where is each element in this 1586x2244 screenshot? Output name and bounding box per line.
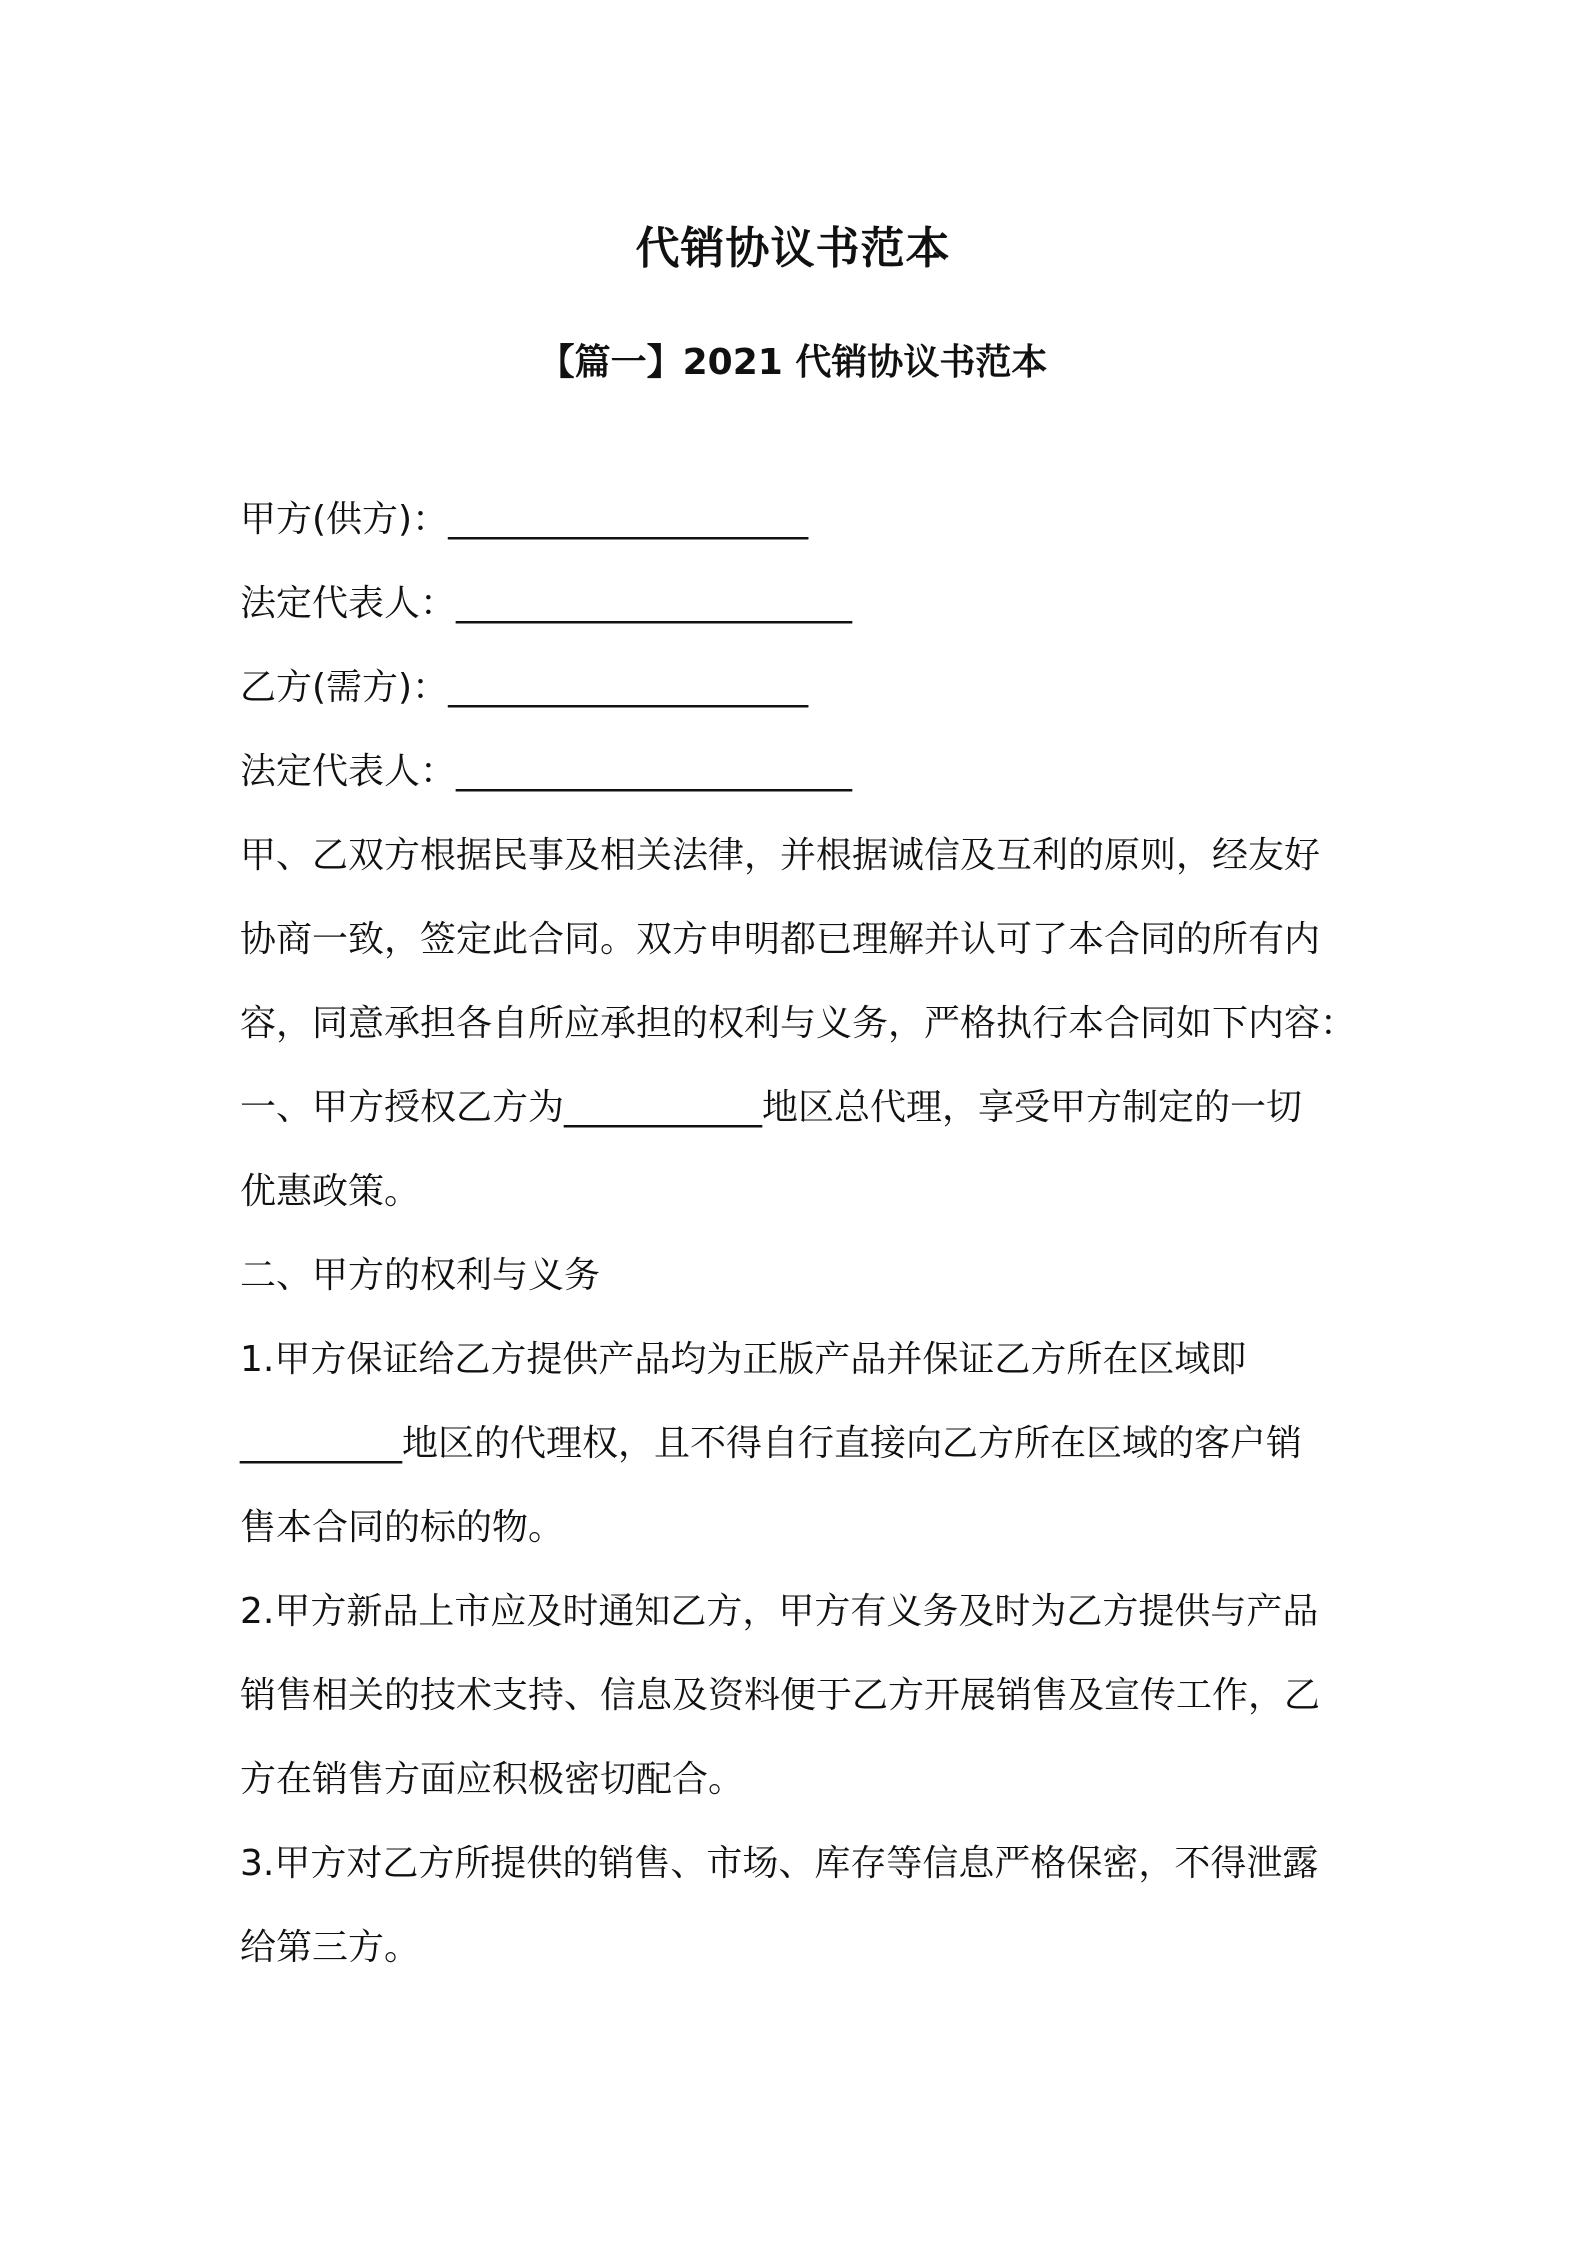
body-line: 甲、乙双方根据民事及相关法律，并根据诚信及互利的原则，经友好 (240, 835, 1321, 876)
body-line: 1.甲方保证给乙方提供产品均为正版产品并保证乙方所在区域即 (240, 1339, 1247, 1380)
party-blank: ____________________ (448, 667, 809, 708)
party-line (240, 667, 808, 709)
body-line: 容，同意承担各自所应承担的权利与义务，严格执行本合同如下内容： (240, 1003, 1357, 1044)
body-line: _________地区的代理权，且不得自行直接向乙方所在区域的客户销 (240, 1423, 1303, 1464)
document-subtitle: 【篇一】2021 代销协议书范本 (538, 342, 1048, 383)
party-label: 乙方(需方)： (240, 667, 449, 708)
party-blank: ____________________ (448, 499, 809, 540)
body-line: 3.甲方对乙方所提供的销售、市场、库存等信息严格保密，不得泄露 (240, 1843, 1319, 1884)
body-line: 给第三方。 (240, 1927, 421, 1968)
body-line: 一、甲方授权乙方为___________地区总代理，享受甲方制定的一切 (240, 1087, 1303, 1128)
party-line (240, 499, 808, 541)
body-line: 协商一致，签定此合同。双方申明都已理解并认可了本合同的所有内 (240, 919, 1321, 960)
party-blank: ______________________ (456, 583, 853, 624)
party-label: 法定代表人： (240, 583, 457, 624)
body-line: 2.甲方新品上市应及时通知乙方，甲方有义务及时为乙方提供与产品 (240, 1591, 1319, 1632)
party-label: 法定代表人： (240, 751, 457, 792)
body-line: 优惠政策。 (240, 1171, 421, 1212)
party-blank: ______________________ (456, 751, 853, 792)
document-title: 代销协议书范本 (635, 223, 951, 274)
body-line: 方在销售方面应积极密切配合。 (240, 1759, 745, 1800)
party-line (240, 751, 852, 793)
section-heading: 二、甲方的权利与义务 (240, 1255, 601, 1296)
party-line (240, 583, 852, 625)
body-line: 销售相关的技术支持、信息及资料便于乙方开展销售及宣传工作，乙 (240, 1675, 1321, 1716)
party-label: 甲方(供方)： (240, 499, 449, 540)
body-line: 售本合同的标的物。 (240, 1507, 565, 1548)
